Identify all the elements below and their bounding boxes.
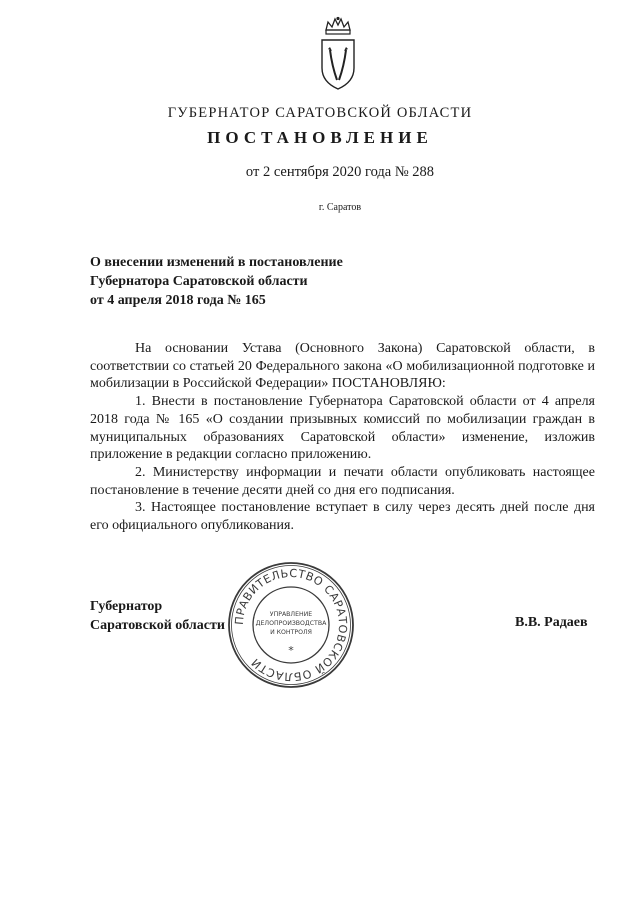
body-paragraph: 3. Настоящее постановление вступает в силу через десять дней после дня его официального опубликования. — [90, 500, 595, 534]
subject-line: от 4 апреля 2018 года № 165 — [90, 293, 266, 308]
stamp-ring-text: ПРАВИТЕЛЬСТВО САРАТОВСКОЙ ОБЛАСТИ — [232, 566, 350, 684]
body-paragraph: 1. Внести в постановление Губернатора Саратовской области от 4 апреля 2018 года № 165 «О создании призывных комиссий по мобилизации граждан в муниципальных образованиях Саратовской области» изменение, изложив приложение в редакции согласно приложению. — [90, 394, 595, 463]
stamp-center-line: И КОНТРОЛЯ — [270, 629, 312, 636]
coat-of-arms-icon — [316, 16, 360, 92]
body-paragraph: 2. Министерству информации и печати области опубликовать настоящее постановление в течение десяти дней со дня его подписания. — [90, 464, 595, 498]
stamp-center-line: ДЕЛОПРОИЗВОДСТВА — [255, 620, 327, 627]
signatory-title-line: Саратовской области — [90, 618, 225, 633]
signatory-title-line: Губернатор — [90, 599, 163, 614]
subject-line: О внесении изменений в постановление — [90, 255, 343, 270]
signatory-name: В.В. Радаев — [515, 615, 588, 630]
document-body — [90, 340, 595, 535]
org-heading: ГУБЕРНАТОР САРАТОВСКОЙ ОБЛАСТИ — [167, 105, 473, 121]
signatory-title — [90, 597, 225, 635]
stamp-star-icon: * — [288, 644, 294, 657]
stamp-center-line: УПРАВЛЕНИЕ — [269, 611, 313, 618]
document-subject — [90, 253, 420, 310]
document-date-number: от 2 сентября 2020 года № 288 — [245, 164, 435, 180]
official-stamp — [226, 560, 356, 690]
document-type-title: ПОСТАНОВЛЕНИЕ — [207, 128, 433, 147]
subject-line: Губернатора Саратовской области — [90, 274, 308, 289]
body-paragraph: На основании Устава (Основного Закона) Саратовской области, в соответствии со статьей 20 Федерального закона «О мобилизационной подготовке и мобилизации в Российской Федерации» ПОСТАНОВЛЯЮ: — [90, 341, 595, 392]
document-city: г. Саратов — [318, 202, 362, 213]
